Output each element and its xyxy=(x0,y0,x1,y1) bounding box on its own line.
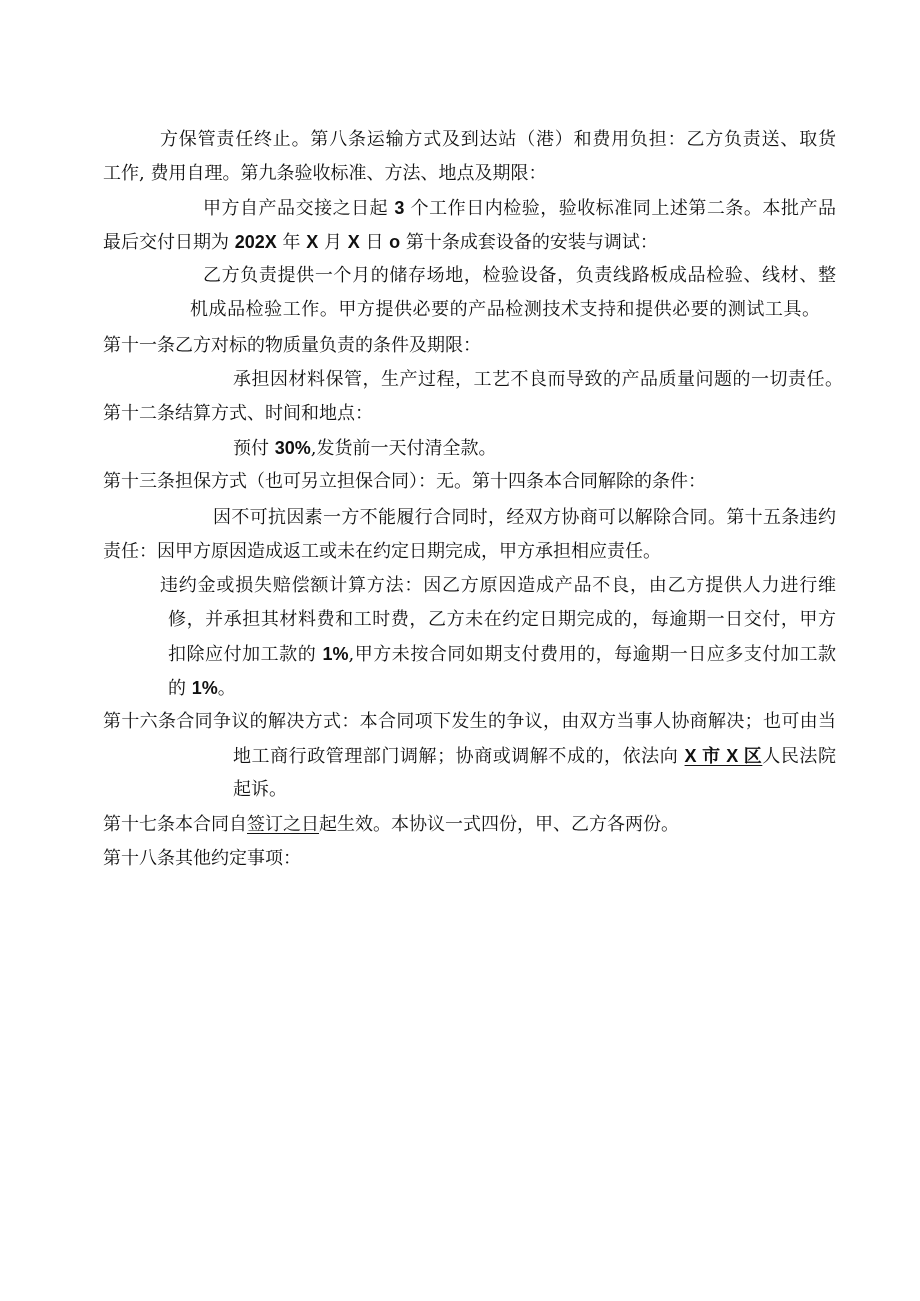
text-line-12: 因不可抗因素一方不能履行合同时，经双方协商可以解除合同。第十五条违约 xyxy=(213,507,836,528)
text-line-5: 乙方负责提供一个月的储存场地，检验设备，负责线路板成品检验、线材、整 xyxy=(203,265,836,286)
court-location: X 市 X 区 xyxy=(684,746,763,766)
text-line-10: 预付 30%,发货前一天付清全款。 xyxy=(233,438,497,459)
text-line-3: 甲方自产品交接之日起 3 个工作日内检验，验收标准同上述第二条。本批产品 xyxy=(203,198,836,219)
text-line-7: 第十一条乙方对标的物质量负责的条件及期限： xyxy=(103,335,481,356)
text-line-6: 机成品检验工作。甲方提供必要的产品检测技术支持和提供必要的测试工具。 xyxy=(190,299,820,320)
text-line-9: 第十二条结算方式、时间和地点： xyxy=(103,403,373,424)
text-line-14: 违约金或损失赔偿额计算方法：因乙方原因造成产品不良，由乙方提供人力进行维 xyxy=(160,575,836,596)
text-line-16: 扣除应付加工款的 1%,甲方未按合同如期支付费用的，每逾期一日应多支付加工款 xyxy=(168,644,836,665)
text-line-2: 工作, 费用自理。第九条验收标准、方法、地点及期限： xyxy=(103,163,547,184)
text-line-17: 的 1%。 xyxy=(168,678,236,699)
signing-date-underlined: 签订之日 xyxy=(247,814,319,835)
text-line-1: 方保管责任终止。第八条运输方式及到达站（港）和费用负担：乙方负责送、取货 xyxy=(160,129,836,150)
text-line-8: 承担因材料保管，生产过程，工艺不良而导致的产品质量问题的一切责任。 xyxy=(233,369,843,390)
text-line-4: 最后交付日期为 202X 年 X 月 X 日 o 第十条成套设备的安装与调试： xyxy=(103,232,658,253)
text-line-19: 地工商行政管理部门调解；协商或调解不成的，依法向 X 市 X 区人民法院 xyxy=(233,746,836,767)
text-line-21: 第十七条本合同自签订之日起生效。本协议一式四份，甲、乙方各两份。 xyxy=(103,814,679,835)
text-line-13: 责任：因甲方原因造成返工或未在约定日期完成，甲方承担相应责任。 xyxy=(103,541,661,562)
text-line-22: 第十八条其他约定事项： xyxy=(103,848,301,869)
text-line-11: 第十三条担保方式（也可另立担保合同）：无。第十四条本合同解除的条件： xyxy=(103,471,706,492)
text-line-20: 起诉。 xyxy=(233,779,287,800)
text-line-18: 第十六条合同争议的解决方式：本合同项下发生的争议，由双方当事人协商解决；也可由当 xyxy=(103,711,836,732)
text-line-15: 修，并承担其材料费和工时费，乙方未在约定日期完成的，每逾期一日交付，甲方 xyxy=(168,609,836,630)
